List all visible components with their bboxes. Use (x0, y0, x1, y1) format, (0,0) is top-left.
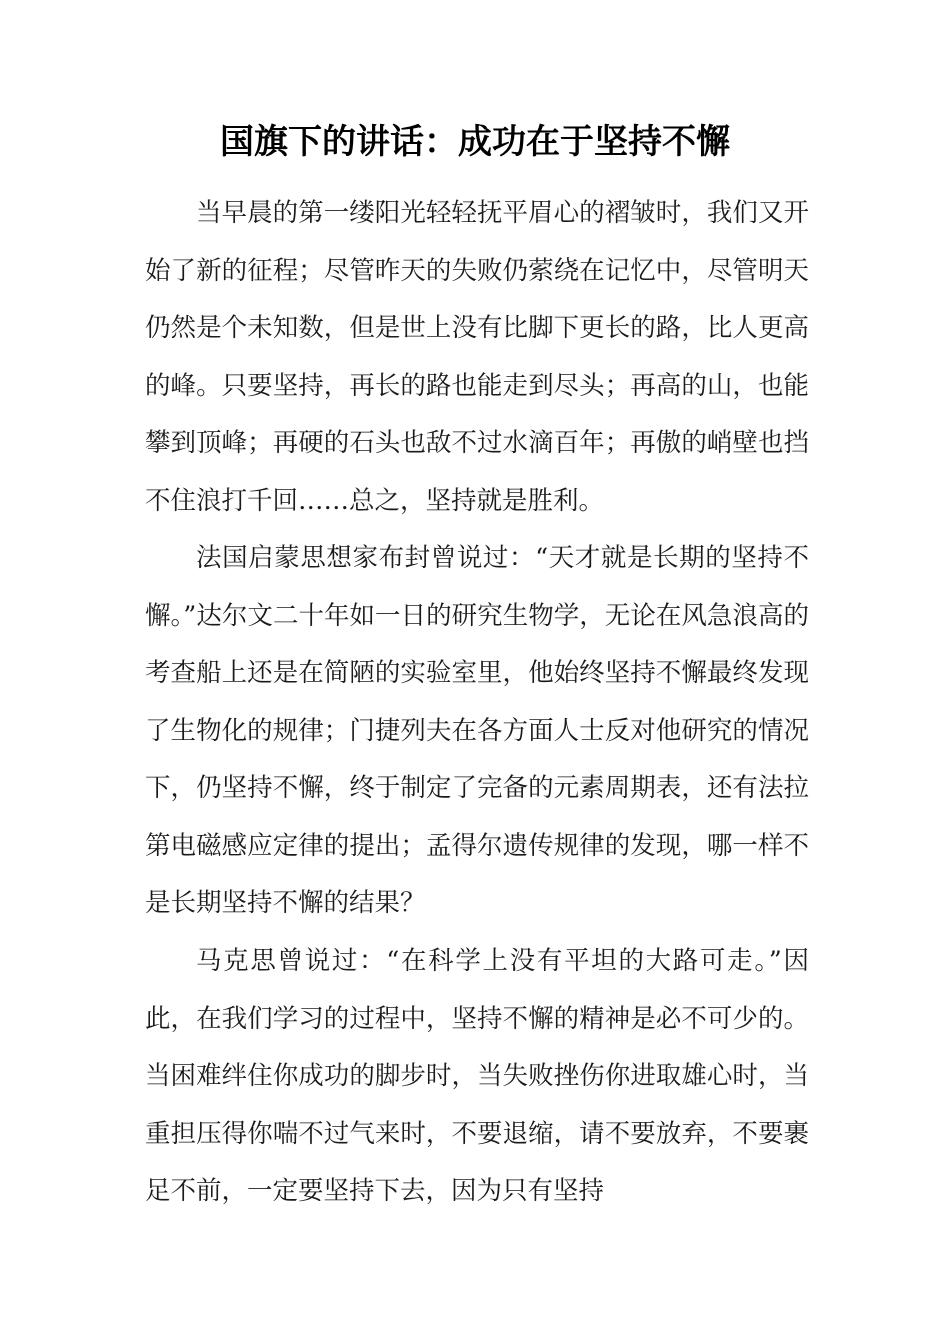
paragraph-2: 法国启蒙思想家布封曾说过：“天才就是长期的坚持不懈。”达尔文二十年如一日的研究生物学，无论在风急浪高的考查船上还是在简陋的实验室里，他始终坚持不懈最终发现了生物化的规律；门捷列夫在各方面人士反对他研究的情况下，仍坚持不懈，终于制定了完备的元素周期表，还有法拉第电磁感应定律的提出；孟得尔遗传规律的发现，哪一样不是长期坚持不懈的结果？ (145, 543, 809, 918)
page-title: 国旗下的讲话：成功在于坚持不懈 (220, 122, 730, 162)
paragraph-3: 马克思曾说过：“在科学上没有平坦的大路可走。”因此，在我们学习的过程中，坚持不懈的精神是必不可少的。当困难绊住你成功的脚步时，当失败挫伤你进取雄心时，当重担压得你喘不过气来时，不要退缩，请不要放弃，不要裹足不前，一定要坚持下去，因为只有坚持 (145, 946, 809, 1206)
paragraph-1: 当早晨的第一缕阳光轻轻抚平眉心的褶皱时，我们又开始了新的征程；尽管昨天的失败仍萦绕在记忆中，尽管明天仍然是个未知数，但是世上没有比脚下更长的路，比人更高的峰。只要坚持，再长的路也能走到尽头；再高的山，也能攀到顶峰；再硬的石头也敌不过水滴百年；再傲的峭壁也挡不住浪打千回……总之，坚持就是胜利。 (145, 198, 809, 516)
